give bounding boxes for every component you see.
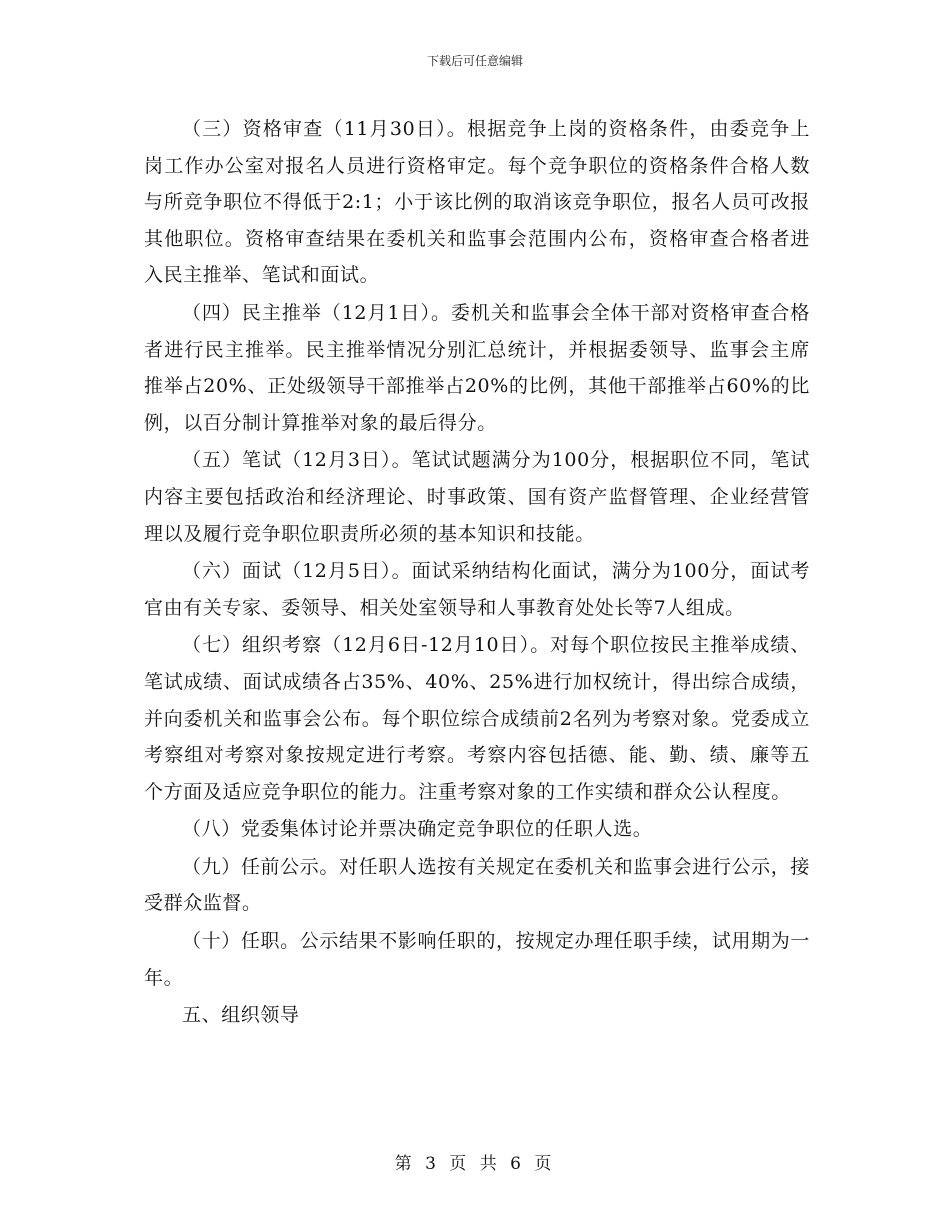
paragraph-interview: （六）面试（12月5日）。面试采纳结构化面试，满分为100分，面试考官由有关专家、委领导、相关处室领导和人事教育处处长等7人组成。 <box>144 560 810 619</box>
page-header-note: 下载后可任意编辑 <box>426 54 523 68</box>
page-number-footer: 第 3 页 共 6 页 <box>394 1154 556 1174</box>
paragraph-qualification-review: （三）资格审查（11月30日）。根据竞争上岗的资格条件，由委竞争上岗工作办公室对报名人员进行资格审定。每个竞争职位的资格条件合格人数与所竞争职位不得低于2:1；小于该比例的取消该竞争职位，报名人员可改报其他职位。资格审查结果在委机关和监事会范围内公布，资格审查合格者进入民主推举、笔试和面试。 <box>144 118 810 287</box>
paragraph-democratic-recommendation: （四）民主推举（12月1日）。委机关和监事会全体干部对资格审查合格者进行民主推举。民主推举情况分别汇总统计，并根据委领导、监事会主席推举占20%、正处级领导干部推举占20%的比例，其他干部推举占60%的比例，以百分制计算推举对象的最后得分。 <box>144 301 810 434</box>
paragraph-party-committee-vote: （八）党委集体讨论并票决确定竞争职位的任职人选。 <box>182 818 653 841</box>
section-heading-organization-leadership: 五、组织领导 <box>182 1004 300 1027</box>
paragraph-pre-appointment-notice: （九）任前公示。对任职人选按有关规定在委机关和监事会进行公示，接受群众监督。 <box>144 855 810 915</box>
paragraph-appointment: （十）任职。公示结果不影响任职的，按规定办理任职手续，试用期为一年。 <box>144 930 810 989</box>
paragraph-written-exam: （五）笔试（12月3日）。笔试试题满分为100分，根据职位不同，笔试内容主要包括政治和经济理论、时事政策、国有资产监督管理、企业经营管理以及履行竞争职位职责所必须的基本知识和技能。 <box>144 449 810 545</box>
document-body <box>144 111 810 1034</box>
paragraph-organization-inspection: （七）组织考察（12月6日-12月10日）。对每个职位按民主推举成绩、笔试成绩、面试成绩各占35%、40%、25%进行加权统计，得出综合成绩，并向委机关和监事会公布。每个职位综合成绩前2名列为考察对象。党委成立考察组对考察对象按规定进行考察。考察内容包括德、能、勤、绩、廉等五个方面及适应竞争职位的能力。注重考察对象的工作实绩和群众公认程度。 <box>144 634 810 803</box>
